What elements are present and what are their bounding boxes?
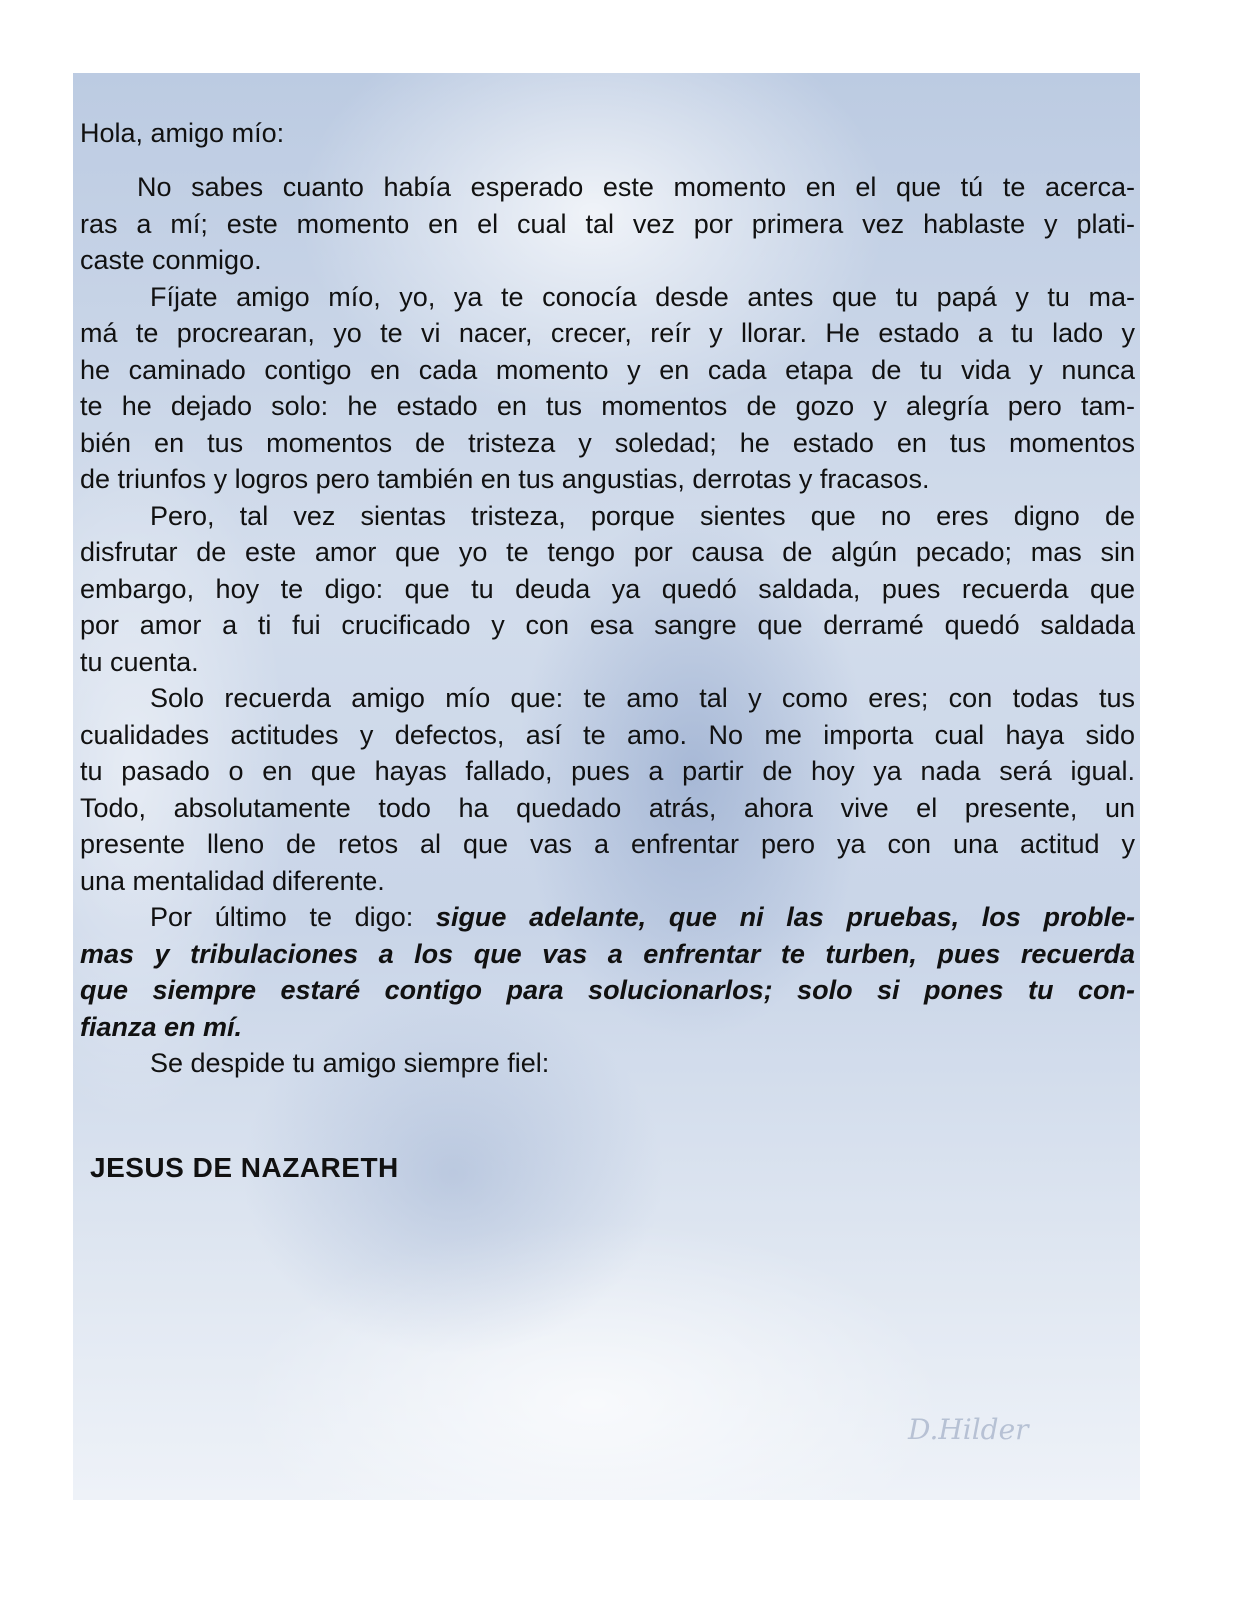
letter-line	[80, 1009, 1135, 1045]
text-segment: tu cuenta.	[80, 646, 199, 677]
emphasis-text: mas y tribulaciones a los que vas a enfrentar te turben, pues recuerda	[80, 938, 1135, 969]
text-segment: he caminado contigo en cada momento y en cada etapa de tu vida y nunca	[80, 354, 1135, 385]
text-segment: una mentalidad diferente.	[80, 865, 385, 896]
text-segment: bién en tus momentos de tristeza y soledad; he estado en tus momentos	[80, 427, 1135, 458]
text-segment: Se despide tu amigo siempre fiel:	[150, 1048, 550, 1078]
letter-line	[80, 425, 1135, 461]
letter-line	[80, 206, 1135, 242]
text-segment: Fíjate amigo mío, yo, ya te conocía desde antes que tu papá y tu ma-	[150, 281, 1135, 312]
letter-line	[80, 644, 1135, 680]
text-segment: presente lleno de retos al que vas a enfrentar pero ya con una actitud y	[80, 829, 1135, 859]
letter-line	[80, 571, 1135, 607]
letter-line	[80, 534, 1135, 570]
artist-signature-watermark: D.Hilder	[908, 1413, 1029, 1446]
text-segment: má te procrearan, yo te vi nacer, crecer, reír y llorar. He estado a tu lado y	[80, 318, 1135, 348]
letter-line	[80, 826, 1135, 862]
letter-line	[80, 388, 1135, 424]
emphasis-text: fianza en mí.	[80, 1011, 243, 1042]
letter-line	[150, 1045, 1135, 1081]
text-segment: caste conmigo.	[80, 245, 262, 275]
letter-line	[80, 972, 1135, 1008]
emphasis-text: sigue adelante, que ni las pruebas, los proble-	[435, 902, 1135, 932]
text-segment: cualidades actitudes y defectos, así te amo. No me importa cual haya sido	[80, 719, 1135, 750]
text-segment: No sabes cuanto había esperado este momento en el que tú te acerca-	[137, 172, 1135, 202]
text-segment: Solo recuerda amigo mío que: te amo tal y como eres; con todas tus	[150, 683, 1135, 713]
signature: JESUS DE NAZARETH	[90, 1152, 399, 1183]
letter-line	[137, 169, 1135, 205]
letter-line	[80, 315, 1135, 351]
text-segment: ras a mí; este momento en el cual tal vez por primera vez hablaste y plati-	[80, 208, 1135, 239]
letter-line	[80, 461, 1135, 497]
letter-line	[80, 352, 1135, 388]
letter-line	[80, 242, 1135, 278]
letter-line	[80, 717, 1135, 753]
text-segment: Por último te digo:	[150, 902, 436, 932]
text-segment: Pero, tal vez sientas tristeza, porque sientes que no eres digno de	[150, 500, 1135, 531]
greeting: Hola, amigo mío:	[80, 118, 285, 148]
letter-line	[80, 753, 1135, 789]
text-segment: Todo, absolutamente todo ha quedado atrás, ahora vive el presente, un	[80, 792, 1135, 823]
letter-line	[80, 790, 1135, 826]
text-segment: te he dejado solo: he estado en tus momentos de gozo y alegría pero tam-	[80, 391, 1135, 421]
letter-line	[80, 936, 1135, 972]
text-segment: embargo, hoy te digo: que tu deuda ya quedó saldada, pues recuerda que	[80, 573, 1135, 604]
letter-line	[80, 607, 1135, 643]
letter-page	[73, 73, 1140, 1500]
letter-line	[80, 863, 1135, 899]
letter-line	[150, 498, 1135, 534]
text-segment: disfrutar de este amor que yo te tengo por causa de algún pecado; mas sin	[80, 537, 1135, 567]
letter-line	[150, 899, 1135, 935]
text-segment: tu pasado o en que hayas fallado, pues a partir de hoy ya nada será igual.	[80, 756, 1135, 786]
letter-line	[150, 680, 1135, 716]
emphasis-text: que siempre estaré contigo para solucionarlos; solo si pones tu con-	[80, 975, 1135, 1005]
letter-line	[150, 279, 1135, 315]
text-segment: por amor a ti fui crucificado y con esa sangre que derramé quedó saldada	[80, 610, 1135, 640]
text-segment: de triunfos y logros pero también en tus angustias, derrotas y fracasos.	[80, 464, 930, 494]
